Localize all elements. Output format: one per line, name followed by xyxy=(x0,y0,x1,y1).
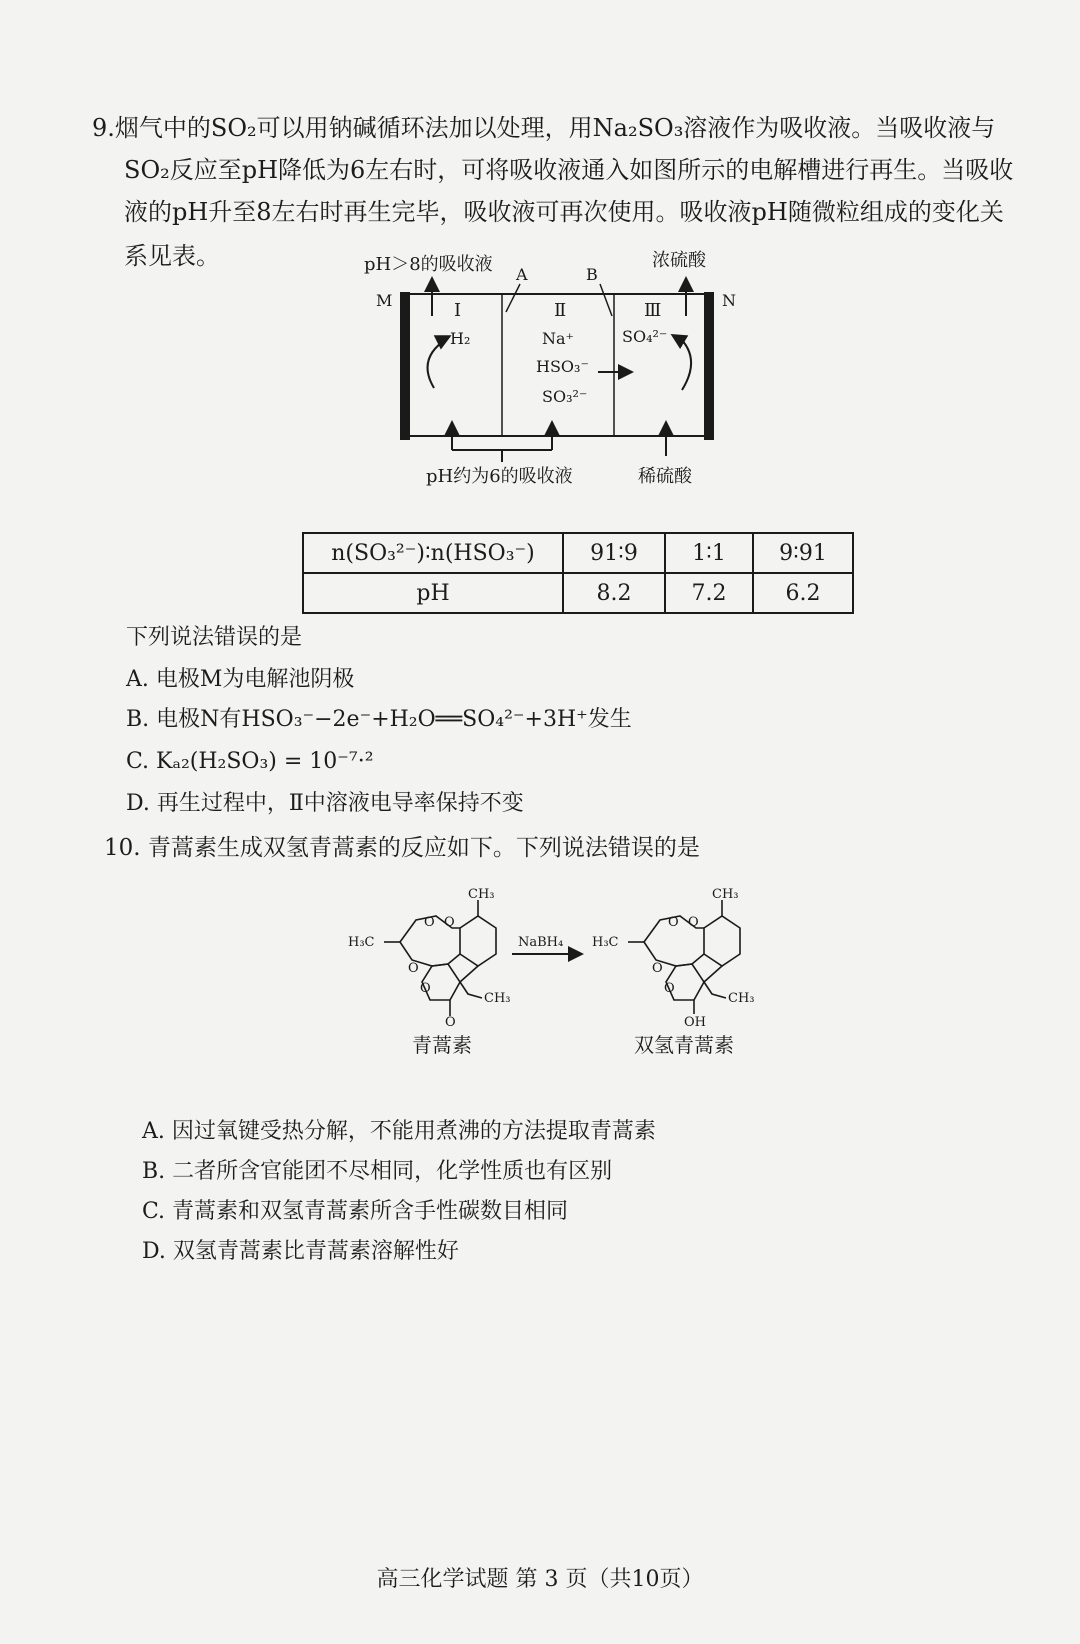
name-dihydroartemisinin: 双氢青蒿素 xyxy=(634,1033,734,1057)
h3c-label: H₃C xyxy=(592,935,619,950)
species-so3: SO₃²⁻ xyxy=(542,387,588,406)
q9-option-c: C. Kₐ₂(H₂SO₃) = 10⁻⁷·² xyxy=(126,749,374,774)
ch3-label: CH₃ xyxy=(468,887,495,902)
table-row xyxy=(303,573,853,613)
o-label: O xyxy=(668,915,679,930)
o-label: O xyxy=(424,915,435,930)
ch3-label: CH₃ xyxy=(712,887,739,902)
q10-option-c: C. 青蒿素和双氢青蒿素所含手性碳数目相同 xyxy=(142,1199,569,1224)
room-1-label: Ⅰ xyxy=(454,300,462,321)
o-label: O xyxy=(445,1015,456,1030)
table-cell: 9∶91 xyxy=(753,533,853,573)
o-label: O xyxy=(652,961,663,976)
electrode-n xyxy=(704,292,714,440)
table-cell: 1∶1 xyxy=(665,533,753,573)
table-row xyxy=(303,533,853,573)
label-top-left: pH＞8的吸收液 xyxy=(364,254,493,275)
reagent-label: NaBH₄ xyxy=(518,935,564,950)
ch3-label: CH₃ xyxy=(484,991,511,1006)
label-top-right: 浓硫酸 xyxy=(652,250,706,271)
q9-option-b: B. 电极N有HSO₃⁻−2e⁻+H₂O══SO₄²⁻+3H⁺发生 xyxy=(126,707,632,732)
label-membrane-b: B xyxy=(586,265,598,284)
name-artemisinin: 青蒿素 xyxy=(412,1033,472,1057)
table-cell: 6.2 xyxy=(753,573,853,613)
artemisinin-structure xyxy=(384,900,496,1016)
species-h2: H₂ xyxy=(450,329,471,348)
q10-option-a: A. 因过氧键受热分解，不能用煮沸的方法提取青蒿素 xyxy=(142,1119,656,1144)
electrode-m xyxy=(400,292,410,440)
o-label: O xyxy=(408,961,419,976)
q9-stem: 下列说法错误的是 xyxy=(126,625,303,650)
q10-option-d: D. 双氢青蒿素比青蒿素溶解性好 xyxy=(142,1239,459,1264)
species-na: Na⁺ xyxy=(542,329,574,348)
h3c-label: H₃C xyxy=(348,935,375,950)
q9-option-a: A. 电极M为电解池阴极 xyxy=(126,667,355,692)
q9-number: 9. xyxy=(92,114,115,142)
label-bottom-right: 稀硫酸 xyxy=(638,466,692,487)
o-label: O xyxy=(420,981,431,996)
o-label: O xyxy=(664,981,675,996)
table-cell: 91∶9 xyxy=(563,533,665,573)
label-bottom-left: pH约为6的吸收液 xyxy=(426,466,573,487)
q9-line1-text: 烟气中的SO₂可以用钠碱循环法加以处理，用Na₂SO₃溶液作为吸收液。当吸收液与 xyxy=(114,114,996,142)
table-cell: 8.2 xyxy=(563,573,665,613)
label-electrode-n: N xyxy=(722,291,736,310)
electrolysis-diagram xyxy=(360,250,780,500)
q10-option-b: B. 二者所含官能团不尽相同，化学性质也有区别 xyxy=(142,1159,613,1184)
dihydroartemisinin-structure xyxy=(628,900,740,1014)
q9-option-d: D. 再生过程中，Ⅱ中溶液电导率保持不变 xyxy=(126,791,524,816)
table-cell: 7.2 xyxy=(665,573,753,613)
page-footer: 高三化学试题 第 3 页（共10页） xyxy=(376,1567,704,1592)
q9-line3: 液的pH升至8左右时再生完毕，吸收液可再次使用。吸收液pH随微粒组成的变化关 xyxy=(124,198,1004,226)
table-header-ph: pH xyxy=(303,573,563,613)
table-header-ratio: n(SO₃²⁻)∶n(HSO₃⁻) xyxy=(303,533,563,573)
label-membrane-a: A xyxy=(516,265,528,284)
q9-line2: SO₂反应至pH降低为6左右时，可将吸收液通入如图所示的电解槽进行再生。当吸收 xyxy=(124,156,1014,184)
room-2-label: Ⅱ xyxy=(554,300,567,321)
q10-title: 10. 青蒿素生成双氢青蒿素的反应如下。下列说法错误的是 xyxy=(104,835,700,861)
room-3-label: Ⅲ xyxy=(644,300,662,321)
species-hso3: HSO₃⁻ xyxy=(536,357,589,376)
o-label: O xyxy=(688,915,699,930)
o-label: O xyxy=(444,915,455,930)
species-so4: SO₄²⁻ xyxy=(622,327,668,346)
ch3-label: CH₃ xyxy=(728,991,755,1006)
q9-line4: 系见表。 xyxy=(124,242,220,270)
reaction-scheme xyxy=(340,886,810,1086)
oh-label: OH xyxy=(684,1015,706,1030)
label-electrode-m: M xyxy=(376,291,393,310)
ph-table xyxy=(302,532,854,614)
q9-line1 xyxy=(92,108,995,148)
